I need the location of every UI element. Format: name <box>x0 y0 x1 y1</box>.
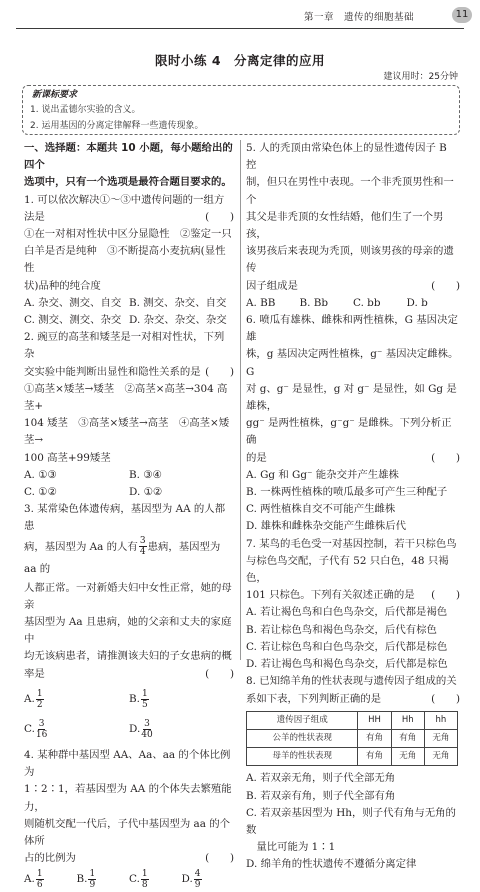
question-6 <box>246 312 460 536</box>
table-cell: 有角 <box>358 729 391 747</box>
fraction-numerator: 3 <box>139 536 146 547</box>
fraction-denominator: 4 <box>139 547 146 558</box>
question-text: 104 矮茎 ③高茎×矮茎→高茎 ④高茎×矮茎→ <box>24 417 230 447</box>
question-text: 6. 喷瓜有雄株、雌株和两性植株，G 基因决定雄 <box>246 314 458 344</box>
chapter-title: 第一章 遗传的细胞基础 <box>304 12 415 23</box>
question-text: 系如下表，下列判断正确的是 <box>246 692 382 705</box>
question-3 <box>24 501 234 745</box>
option[interactable]: A. BB <box>246 296 276 309</box>
question-text: 因子组成是 <box>246 279 298 292</box>
option-label: B. <box>76 873 88 886</box>
page-header <box>0 0 480 34</box>
question-text: ①高茎×矮茎→矮茎 ②高茎×高茎→304 高茎+ <box>24 382 228 413</box>
fraction-denominator: 9 <box>194 880 201 891</box>
fraction <box>36 689 44 710</box>
question-2 <box>24 329 234 501</box>
column-divider <box>240 140 241 660</box>
goal-item: 2. 运用基因的分离定律解释一些遗传现象。 <box>30 121 204 131</box>
option-label: A. <box>24 693 35 706</box>
fraction-denominator: 8 <box>141 880 148 891</box>
option-label: A. <box>24 873 35 886</box>
table-cell: 有角 <box>358 748 391 766</box>
page-title: 限时小练 4 分离定律的应用 <box>154 53 326 68</box>
question-text: 1. 可以依次解决①～③中遗传问题的一组方 <box>24 193 225 206</box>
question-text: 均无该病患者，请推测该夫妇的子女患病的概 <box>24 650 232 663</box>
option-list <box>246 295 460 312</box>
answer-blank: ( ) <box>205 210 234 223</box>
question-7 <box>246 536 460 674</box>
fraction-numerator: 1 <box>141 689 148 700</box>
page-number: 11 <box>452 7 472 23</box>
option[interactable]: A. 若双亲无角，则子代全部无角 <box>246 772 396 785</box>
option[interactable]: B. 若让棕色鸟和褐色鸟杂交，后代有棕色 <box>246 623 437 636</box>
option[interactable]: C. 若让棕色鸟和白色鸟杂交，后代都是棕色 <box>246 640 448 653</box>
question-text: 4. 某种群中基因型 AA、Aa、aa 的个体比例为 <box>24 748 231 779</box>
question-text: 状)品种的纯合度 <box>24 279 101 292</box>
fraction <box>141 869 149 890</box>
question-text: 率是 <box>24 667 45 680</box>
answer-blank: ( ) <box>431 589 460 602</box>
fraction-numerator: 3 <box>38 719 45 730</box>
question-text: 5. 人的秃顶由常染色体上的显性遗传因子 B 控 <box>246 142 447 172</box>
fraction <box>141 689 149 710</box>
answer-blank: ( ) <box>205 667 234 680</box>
fraction <box>139 536 147 557</box>
table-header-cell: Hh <box>391 711 424 729</box>
option[interactable] <box>24 869 77 890</box>
goals-title: 新课标要求 <box>30 87 79 100</box>
question-text: 8. 已知绵羊角的性状表现与遗传因子组成的关 <box>246 675 457 688</box>
option[interactable]: A. ①③ <box>24 468 57 481</box>
fraction-numerator: 1 <box>36 869 43 880</box>
question-text: 其父是非秃顶的女性结婚，他们生了一个男孩， <box>246 210 444 241</box>
option[interactable] <box>182 869 235 890</box>
genotype-table <box>246 711 458 767</box>
table-header-row <box>247 711 458 729</box>
question-text: 的是 <box>246 451 267 464</box>
question-text: 病，基因型为 Aa 的人有 <box>24 540 138 553</box>
fraction-denominator: 5 <box>141 700 148 711</box>
question-5 <box>246 140 460 312</box>
option[interactable]: D. b <box>406 296 428 309</box>
option[interactable]: A. Gg 和 Gg⁻ 能杂交并产生雄株 <box>246 468 399 481</box>
question-text: 1∶2∶1，若基因型为 AA 的个体失去繁殖能力， <box>24 783 232 813</box>
question-4 <box>24 747 234 890</box>
question-text: ①在一对相对性状中区分显隐性 ②鉴定一只 <box>24 228 232 241</box>
option-label: C. <box>129 873 140 886</box>
fraction-denominator: 2 <box>36 700 43 711</box>
option[interactable]: D. 雄株和雌株杂交能产生雌株后代 <box>246 520 407 533</box>
section-heading: 选项中，只有一个选项是最符合题目要求的。 <box>24 176 232 189</box>
option[interactable] <box>129 685 234 715</box>
fraction <box>194 869 202 890</box>
fraction-numerator: 1 <box>89 869 96 880</box>
table-cell: 有角 <box>391 729 424 747</box>
fraction <box>141 719 152 740</box>
fraction-numerator: 4 <box>194 869 201 880</box>
question-text: 人都正常。一对新婚夫妇中女性正常，她的母亲 <box>24 581 232 611</box>
goal-item: 1. 说出孟德尔实验的含义。 <box>30 105 141 115</box>
table-cell: 公羊的性状表现 <box>247 729 358 747</box>
question-text: 制，但只在男性中表现。一个非秃顶男性和一个 <box>246 176 454 206</box>
question-8 <box>246 673 460 873</box>
right-column <box>246 140 460 874</box>
option-label: B. <box>129 693 140 706</box>
table-cell: 无角 <box>424 748 457 766</box>
answer-blank: ( ) <box>431 451 460 464</box>
question-text: 3. 某常染色体遗传病，基因型为 AA 的人都患 <box>24 503 226 533</box>
option[interactable]: B. 一株两性植株的喷瓜最多可产生三种配子 <box>246 486 448 499</box>
question-text: 该男孩后来表现为秃顶，则该男孩的母亲的遗传 <box>246 245 454 275</box>
option-list <box>24 295 234 329</box>
question-text: 100 高茎+99矮茎 <box>24 451 111 464</box>
option[interactable]: D. 绵羊角的性状遗传不遵循分离定律 <box>246 858 417 871</box>
fraction-numerator: 3 <box>144 719 150 730</box>
fraction-denominator: 6 <box>36 880 43 891</box>
table-header-cell: hh <box>424 711 457 729</box>
table-cell: 无角 <box>424 729 457 747</box>
option-list <box>24 685 234 745</box>
question-text: 则随机交配一代后，子代中基因型为 aa 的个体所 <box>24 817 231 847</box>
option[interactable] <box>129 869 182 890</box>
fraction-numerator: 1 <box>36 689 43 700</box>
question-text: 2. 豌豆的高茎和矮茎是一对相对性状，下列杂 <box>24 331 225 361</box>
question-text: 对 g、g⁻ 是显性，g 对 g⁻ 是显性，如 Gg 是雄株， <box>246 382 457 413</box>
question-text: 交实验中能判断出显性和隐性关系的是 <box>24 365 201 378</box>
table-cell: 无角 <box>391 748 424 766</box>
section-heading: 一、选择题：本题共 10 小题，每小题给出的四个 <box>24 142 233 172</box>
option[interactable]: B. ③④ <box>129 468 162 481</box>
question-text: 与棕色鸟交配，子代有 52 只白色，48 只褐色， <box>246 554 449 585</box>
answer-blank: ( ) <box>205 852 234 865</box>
answer-blank: ( ) <box>431 692 460 705</box>
option[interactable]: C. 若双亲基因型为 Hh，则子代有角与无角的数 <box>246 806 456 836</box>
option[interactable]: C. 两性植株自交不可能产生雌株 <box>246 503 396 516</box>
option[interactable]: C. bb <box>353 296 381 309</box>
option[interactable]: C. 测交、测交、杂交 <box>24 314 122 327</box>
table-row <box>247 729 458 747</box>
question-text: 患病，基因型为 aa 的 <box>24 540 221 575</box>
option-label: D. <box>129 723 141 736</box>
question-text: 7. 某鸟的毛色受一对基因控制，若干只棕色鸟 <box>246 537 457 550</box>
option[interactable] <box>24 715 129 745</box>
question-1 <box>24 192 234 330</box>
question-text: 占的比例为 <box>24 852 76 865</box>
option-list <box>24 869 234 890</box>
fraction <box>88 869 96 890</box>
answer-blank: ( ) <box>431 279 460 292</box>
option[interactable]: D. ①② <box>129 486 163 499</box>
left-column <box>24 140 234 892</box>
option-continuation: 量比可能为 1∶1 <box>246 841 336 854</box>
table-header-cell: HH <box>358 711 391 729</box>
fraction-denominator: 9 <box>89 880 96 891</box>
option[interactable]: A. 杂交、测交、自交 <box>24 296 122 309</box>
question-text: gg⁻ 是两性植株，g⁻g⁻ 是雌株。下列分析正确 <box>246 417 452 447</box>
option[interactable] <box>129 715 234 745</box>
option[interactable]: B. 若双亲有角，则子代全部有角 <box>246 789 396 802</box>
fraction <box>36 719 47 740</box>
table-cell: 母羊的性状表现 <box>247 748 358 766</box>
option[interactable] <box>24 685 129 715</box>
question-text: 白羊是否是纯种 ③不断提高小麦抗病(显性性 <box>24 245 226 275</box>
question-text: 株，g 基因决定两性植株，g⁻ 基因决定雌株。G <box>246 348 459 378</box>
option-label: D. <box>181 873 193 886</box>
table-row <box>247 748 458 766</box>
fraction-denominator: 16 <box>35 730 48 741</box>
option[interactable]: B. Bb <box>299 296 329 309</box>
question-text: 基因型为 Aa 且患病，她的父亲和丈夫的家庭中 <box>24 616 232 646</box>
question-text: 101 只棕色。下列有关叙述正确的是 <box>246 589 415 602</box>
question-text: 法是 <box>24 210 45 223</box>
option[interactable]: D. 若让褐色鸟和褐色鸟杂交，后代都是棕色 <box>246 658 448 671</box>
fraction <box>36 869 44 890</box>
option[interactable]: D. 杂交、杂交、杂交 <box>129 314 227 327</box>
answer-blank: ( ) <box>205 365 234 378</box>
table-header-cell: 遗传因子组成 <box>247 711 358 729</box>
fraction-numerator: 1 <box>141 869 148 880</box>
option-label: C. <box>24 723 35 736</box>
option[interactable]: B. 测交、杂交、自交 <box>129 296 227 309</box>
option-list <box>24 467 234 501</box>
option[interactable]: C. ①② <box>24 486 57 499</box>
time-hint: 建议用时：25分钟 <box>383 72 458 82</box>
fraction-denominator: 40 <box>141 730 153 741</box>
option[interactable] <box>77 869 130 890</box>
option[interactable]: A. 若让褐色鸟和白色鸟杂交，后代都是褐色 <box>246 606 448 619</box>
header-rule <box>16 28 464 29</box>
